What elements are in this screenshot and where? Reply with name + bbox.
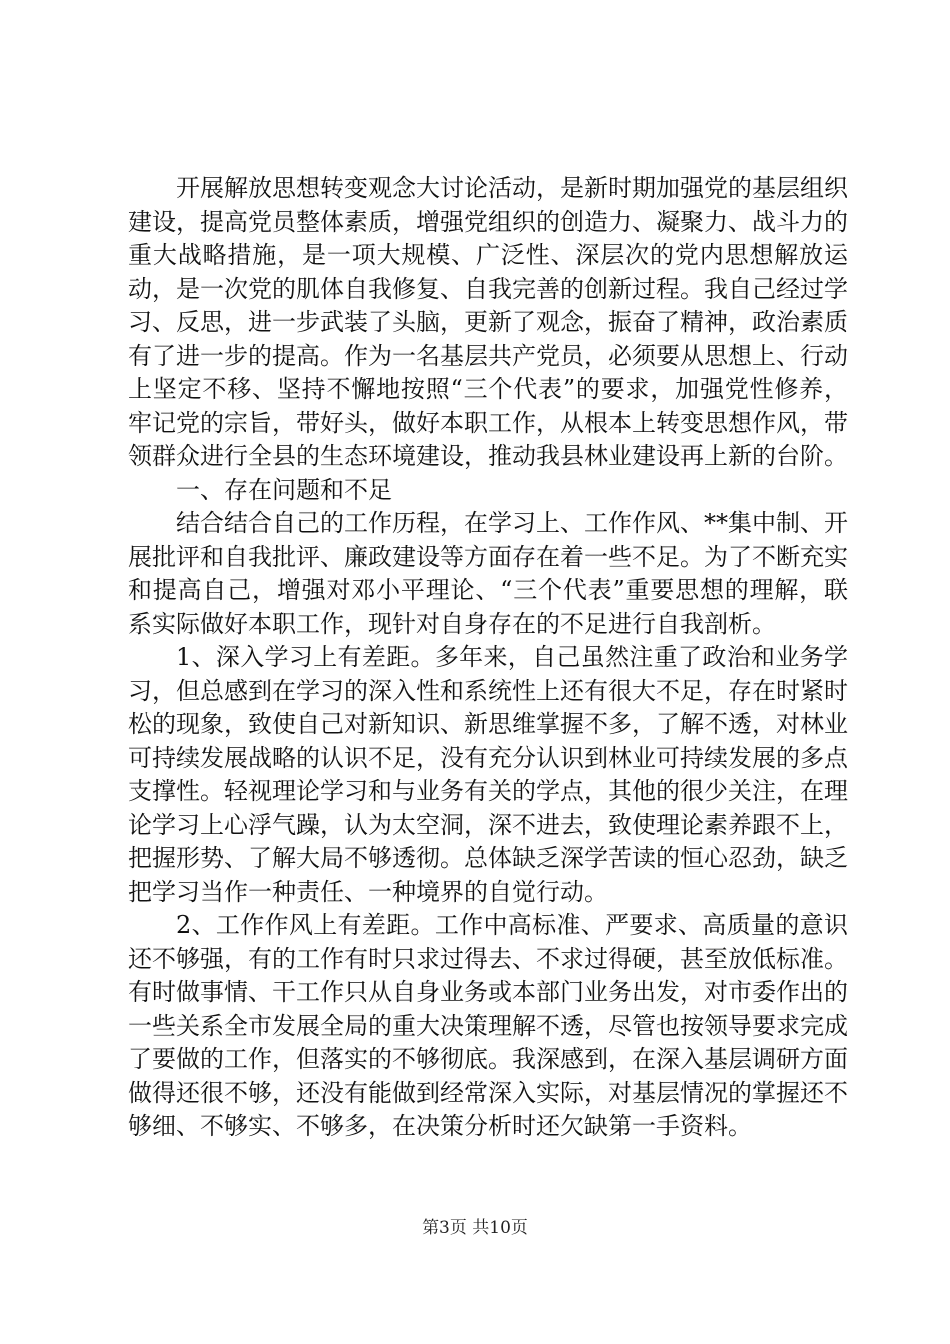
item-2-paragraph: 2、工作作风上有差距。工作中高标准、严要求、高质量的意识还不够强，有的工作有时只求过得去、不求过得硬，甚至放低标准。有时做事情、干工作只从自身业务或本部门业务出发，对市委作出的一些关系全市发展全局的重大决策理解不透，尽管也按领导要求完成了要做的工作，但落实的不够彻底。我深感到，在深入基层调研方面做得还很不够，还没有能做到经常深入实际，对基层情况的掌握还不够细、不够实、不够多，在决策分析时还欠缺第一手资料。 [128,911,848,1140]
document-body [128,172,848,1144]
intro-paragraph: 开展解放思想转变观念大讨论活动，是新时期加强党的基层组织建设，提高党员整体素质，增强党组织的创造力、凝聚力、战斗力的重大战略措施，是一项大规模、广泛性、深层次的党内思想解放运动，是一次党的肌体自我修复、自我完善的创新过程。我自己经过学习、反思，进一步武装了头脑，更新了观念，振奋了精神，政治素质有了进一步的提高。作为一名基层共产党员，必须要从思想上、行动上坚定不移、坚持不懈地按照“三个代表”的要求，加强党性修养，牢记党的宗旨，带好头，做好本职工作，从根本上转变思想作风，带领群众进行全县的生态环境建设，推动我县林业建设再上新的台阶。 [128,174,848,470]
section-heading: 一、存在问题和不足 [176,475,392,504]
item-1-paragraph: 1、深入学习上有差距。多年来，自己虽然注重了政治和业务学习，但总感到在学习的深入性和系统性上还有很大不足，存在时紧时松的现象，致使自己对新知识、新思维掌握不多，了解不透，对林业可持续发展战略的认识不足，没有充分认识到林业可持续发展的多点支撑性。轻视理论学习和与业务有关的学点，其他的很少关注，在理论学习上心浮气躁，认为太空洞，深不进去，致使理论素养跟不上，把握形势、了解大局不够透彻。总体缺乏深学苦读的恒心忍劲，缺乏把学习当作一种责任、一种境界的自觉行动。 [128,643,848,906]
section-intro-paragraph: 结合结合自己的工作历程，在学习上、工作作风、**集中制、开展批评和自我批评、廉政建设等方面存在着一些不足。为了不断充实和提高自己，增强对邓小平理论、“三个代表”重要思想的理解，联系实际做好本职工作，现针对自身存在的不足进行自我剖析。 [128,509,848,638]
page-number-footer: 第3页 共10页 [422,1218,528,1238]
